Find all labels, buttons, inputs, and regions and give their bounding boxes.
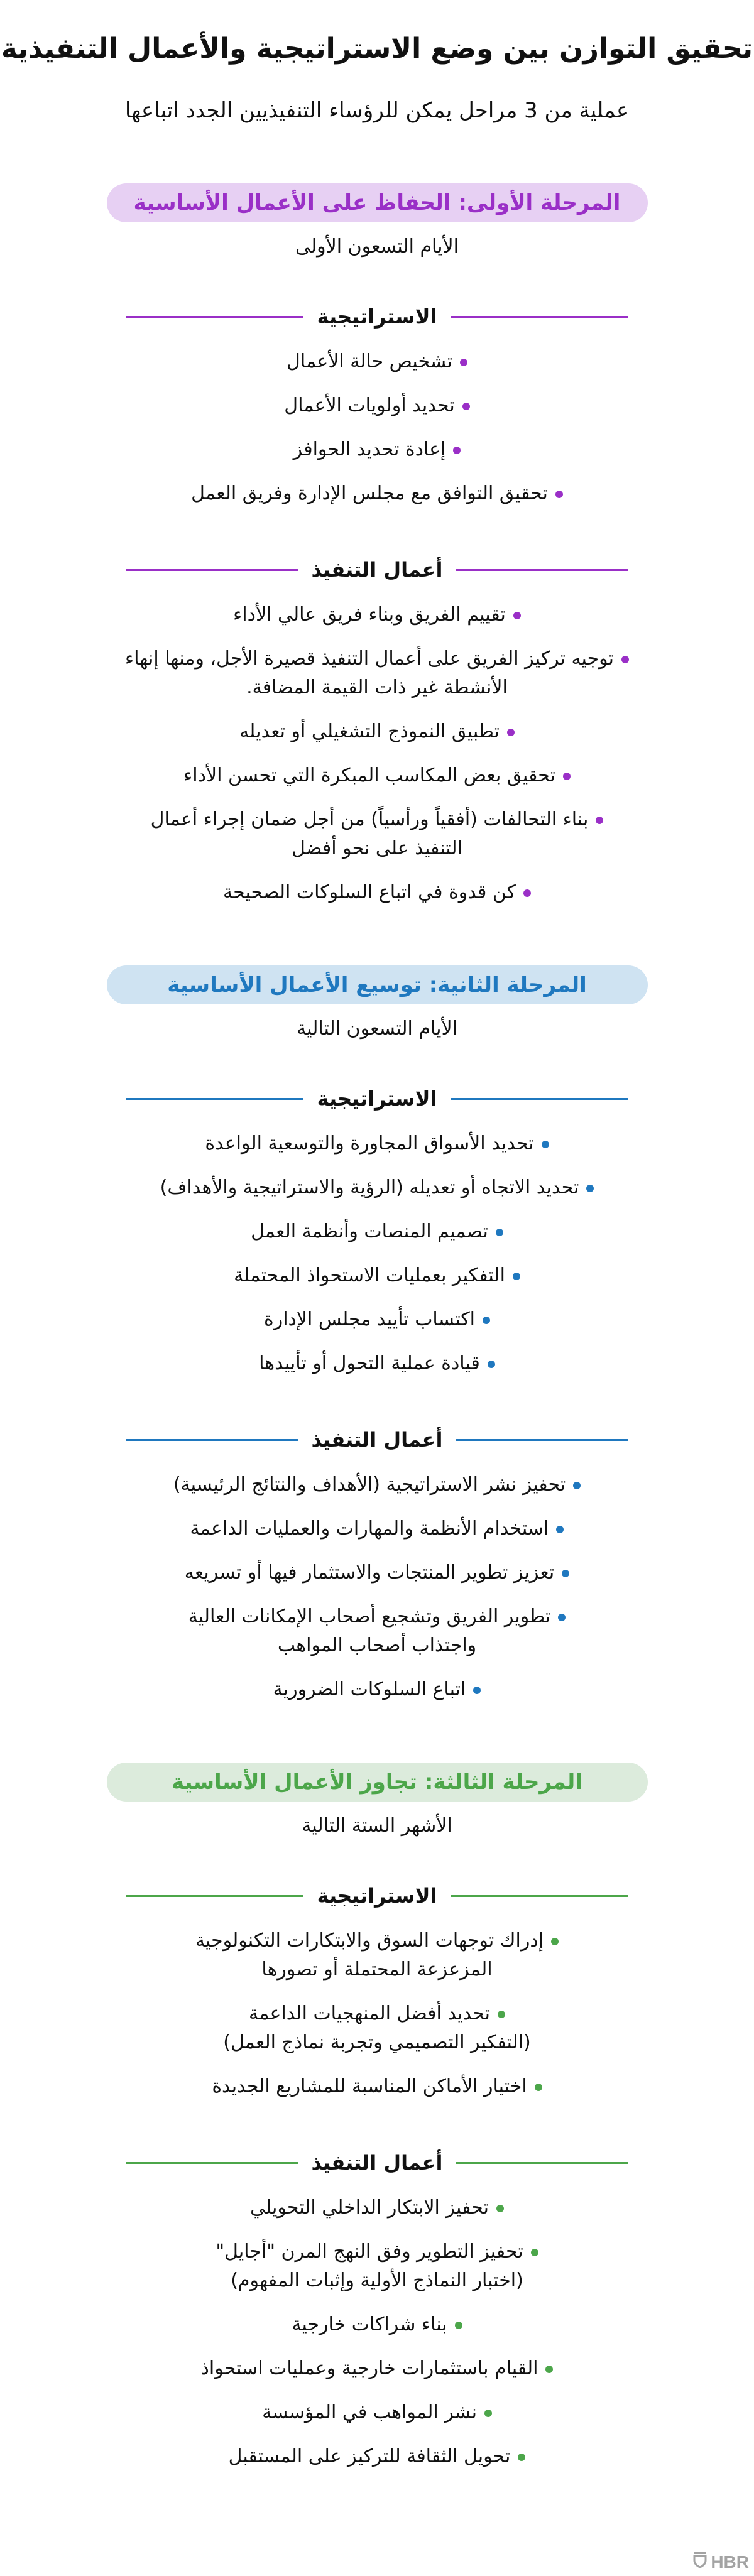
list-item-text: تشخيص حالة الأعمال — [287, 351, 452, 372]
list-item-text: استخدام الأنظمة والمهارات والعمليات الداعمة — [190, 1518, 549, 1540]
list-item-text: تحقيق التوافق مع مجلس الإدارة وفريق العمل — [191, 482, 548, 504]
bullet-list — [82, 601, 672, 907]
list-item — [82, 435, 672, 464]
bullet-icon — [453, 447, 461, 454]
divider-line — [126, 1439, 298, 1441]
bullet-icon — [573, 1482, 581, 1489]
bullet-icon — [558, 1614, 566, 1621]
list-item — [82, 2354, 672, 2383]
phases-container — [0, 183, 754, 2471]
bullet-icon — [542, 1141, 549, 1148]
bullet-icon — [496, 1229, 503, 1236]
bullet-icon — [563, 773, 571, 780]
hbr-logo — [693, 2552, 749, 2572]
bullet-icon — [562, 1570, 569, 1577]
list-item — [82, 717, 672, 746]
list-item-text: كن قدوة في اتباع السلوكات الصحيحة — [223, 881, 516, 903]
shield-icon — [693, 2552, 707, 2572]
bullet-list — [82, 1470, 672, 1704]
list-item-text: تحديد أولويات الأعمال — [284, 394, 455, 416]
list-item-text: اختيار الأماكن المناسبة للمشاريع الجديدة — [212, 2075, 527, 2097]
list-item — [82, 1261, 672, 1290]
page-subtitle: عملية من 3 مراحل يمكن للرؤساء التنفيذيين الجدد اتباعها — [124, 98, 630, 123]
section-heading: الاستراتيجية — [317, 305, 437, 329]
list-item-text: تطبيق النموذج التشغيلي أو تعديله — [239, 720, 500, 742]
list-item-text: إدراك توجهات السوق والابتكارات التكنولوجية المزعزعة المحتملة أو تصورها — [195, 1930, 544, 1981]
phase-title-pill: المرحلة الأولى: الحفاظ على الأعمال الأساسية — [107, 183, 648, 222]
bullet-icon — [496, 2205, 504, 2212]
list-item-text: القيام باستثمارات خارجية وعمليات استحواذ — [200, 2357, 538, 2379]
bullet-list — [82, 1129, 672, 1378]
list-item — [82, 1349, 672, 1378]
divider-line — [126, 569, 298, 571]
bullet-icon — [535, 2084, 542, 2091]
list-item-text: تطوير الفريق وتشجيع أصحاب الإمكانات العالية واجتذاب أصحاب المواهب — [188, 1606, 551, 1656]
bullet-icon — [596, 817, 603, 824]
bullet-icon — [551, 1938, 559, 1945]
list-item-text: تحديد الاتجاه أو تعديله (الرؤية والاستراتيجية والأهداف) — [160, 1177, 579, 1198]
divider-line — [126, 2162, 298, 2164]
phase-title-pill: المرحلة الثانية: توسيع الأعمال الأساسية — [107, 965, 648, 1004]
list-item — [82, 1927, 672, 1984]
execution-section — [0, 2147, 754, 2471]
execution-section — [0, 1424, 754, 1704]
list-item — [82, 347, 672, 376]
divider-line — [451, 1098, 628, 1100]
bullet-icon — [531, 2249, 538, 2256]
list-item — [82, 2237, 672, 2295]
bullet-icon — [488, 1361, 495, 1368]
phase-3 — [0, 1763, 754, 2471]
list-item-text: اتباع السلوكات الضرورية — [273, 1678, 466, 1700]
bullet-list — [82, 2193, 672, 2471]
list-item-text: تحديد الأسواق المجاورة والتوسعية الواعدة — [205, 1133, 534, 1155]
bullet-icon — [462, 403, 470, 410]
list-item-text: تحفيز الابتكار الداخلي التحويلي — [250, 2197, 489, 2219]
section-heading: الاستراتيجية — [317, 1087, 437, 1111]
list-item — [82, 391, 672, 420]
strategy-section — [0, 1083, 754, 1378]
phase-period: الأيام التسعون التالية — [297, 1018, 457, 1040]
list-item — [82, 1675, 672, 1704]
bullet-icon — [621, 656, 629, 663]
list-item — [82, 2398, 672, 2427]
bullet-icon — [545, 2366, 553, 2373]
bullet-list — [82, 347, 672, 508]
list-item — [82, 1602, 672, 1660]
section-header — [126, 554, 628, 585]
list-item — [82, 644, 672, 702]
phase-period: الأشهر الستة التالية — [302, 1815, 452, 1837]
bullet-icon — [513, 612, 521, 619]
section-heading: الاستراتيجية — [317, 1884, 437, 1908]
list-item-text: تعزيز تطوير المنتجات والاستثمار فيها أو تسريعه — [184, 1562, 555, 1584]
list-item — [82, 1173, 672, 1202]
divider-line — [126, 1098, 303, 1100]
strategy-section — [0, 1880, 754, 2101]
list-item-text: تقييم الفريق وبناء فريق عالي الأداء — [233, 604, 506, 626]
bullet-icon — [556, 1526, 564, 1533]
list-item — [82, 2072, 672, 2101]
bullet-icon — [523, 889, 531, 897]
list-item — [82, 2193, 672, 2222]
divider-line — [456, 2162, 628, 2164]
divider-line — [456, 569, 628, 571]
list-item — [82, 601, 672, 629]
phase-2 — [0, 965, 754, 1704]
list-item — [82, 2310, 672, 2339]
divider-line — [451, 1895, 628, 1897]
list-item — [82, 479, 672, 508]
divider-line — [126, 316, 303, 318]
section-heading: أعمال التنفيذ — [311, 558, 443, 582]
strategy-section — [0, 301, 754, 508]
logo-text: HBR — [711, 2552, 749, 2572]
bullet-icon — [518, 2454, 525, 2461]
execution-section — [0, 554, 754, 907]
list-item — [82, 1129, 672, 1158]
divider-line — [126, 1895, 303, 1897]
divider-line — [451, 316, 628, 318]
section-header — [126, 301, 628, 332]
list-item-text: قيادة عملية التحول أو تأييدها — [259, 1352, 480, 1374]
section-heading: أعمال التنفيذ — [311, 1428, 443, 1452]
page-title: تحقيق التوازن بين وضع الاستراتيجية والأعمال التنفيذية — [1, 33, 753, 65]
bullet-icon — [455, 2322, 462, 2329]
list-item-text: بناء التحالفات (أفقياً ورأسياً) من أجل ضمان إجراء أعمال التنفيذ على نحو أفضل — [150, 808, 589, 859]
section-header — [126, 2147, 628, 2178]
list-item — [82, 1999, 672, 2057]
list-item-text: بناء شراكات خارجية — [292, 2313, 447, 2335]
list-item — [82, 1305, 672, 1334]
list-item — [82, 2442, 672, 2471]
list-item-text: تحديد أفضل المنهجيات الداعمة (التفكير التصميمي وتجربة نماذج العمل) — [223, 2003, 531, 2053]
list-item-text: تحقيق بعض المكاسب المبكرة التي تحسن الأداء — [183, 764, 555, 786]
phase-period: الأيام التسعون الأولى — [295, 236, 459, 258]
list-item-text: تحفيز نشر الاستراتيجية (الأهداف والنتائج الرئيسية) — [173, 1474, 566, 1496]
phase-title-pill: المرحلة الثالثة: تجاوز الأعمال الأساسية — [107, 1763, 648, 1802]
list-item — [82, 878, 672, 907]
list-item-text: نشر المواهب في المؤسسة — [262, 2401, 477, 2423]
list-item-text: تصميم المنصات وأنظمة العمل — [251, 1220, 488, 1242]
bullet-icon — [484, 2410, 492, 2417]
list-item — [82, 1217, 672, 1246]
section-heading: أعمال التنفيذ — [311, 2151, 443, 2175]
bullet-icon — [586, 1185, 594, 1192]
divider-line — [456, 1439, 628, 1441]
phase-1 — [0, 183, 754, 907]
section-header — [126, 1083, 628, 1114]
list-item — [82, 1470, 672, 1499]
list-item-text: توجيه تركيز الفريق على أعمال التنفيذ قصيرة الأجل، ومنها إنهاء الأنشطة غير ذات القيمة المضافة. — [124, 648, 615, 698]
list-item-text: اكتساب تأييد مجلس الإدارة — [263, 1308, 476, 1330]
bullet-icon — [473, 1687, 481, 1694]
bullet-icon — [507, 729, 515, 736]
bullet-icon — [498, 2011, 505, 2018]
bullet-icon — [460, 359, 467, 366]
section-header — [126, 1424, 628, 1455]
bullet-icon — [483, 1317, 490, 1324]
list-item-text: إعادة تحديد الحوافز — [293, 438, 446, 460]
list-item-text: تحويل الثقافة للتركيز على المستقبل — [228, 2445, 511, 2467]
list-item — [82, 1514, 672, 1543]
list-item-text: تحفيز التطوير وفق النهج المرن "أجايل" (اختبار النماذج الأولية وإثبات المفهوم) — [216, 2241, 523, 2291]
bullet-icon — [513, 1273, 520, 1280]
list-item-text: التفكير بعمليات الاستحواذ المحتملة — [234, 1264, 505, 1286]
section-header — [126, 1880, 628, 1911]
list-item — [82, 805, 672, 863]
bullet-list — [82, 1927, 672, 2101]
bullet-icon — [555, 491, 563, 498]
list-item — [82, 761, 672, 790]
list-item — [82, 1558, 672, 1587]
